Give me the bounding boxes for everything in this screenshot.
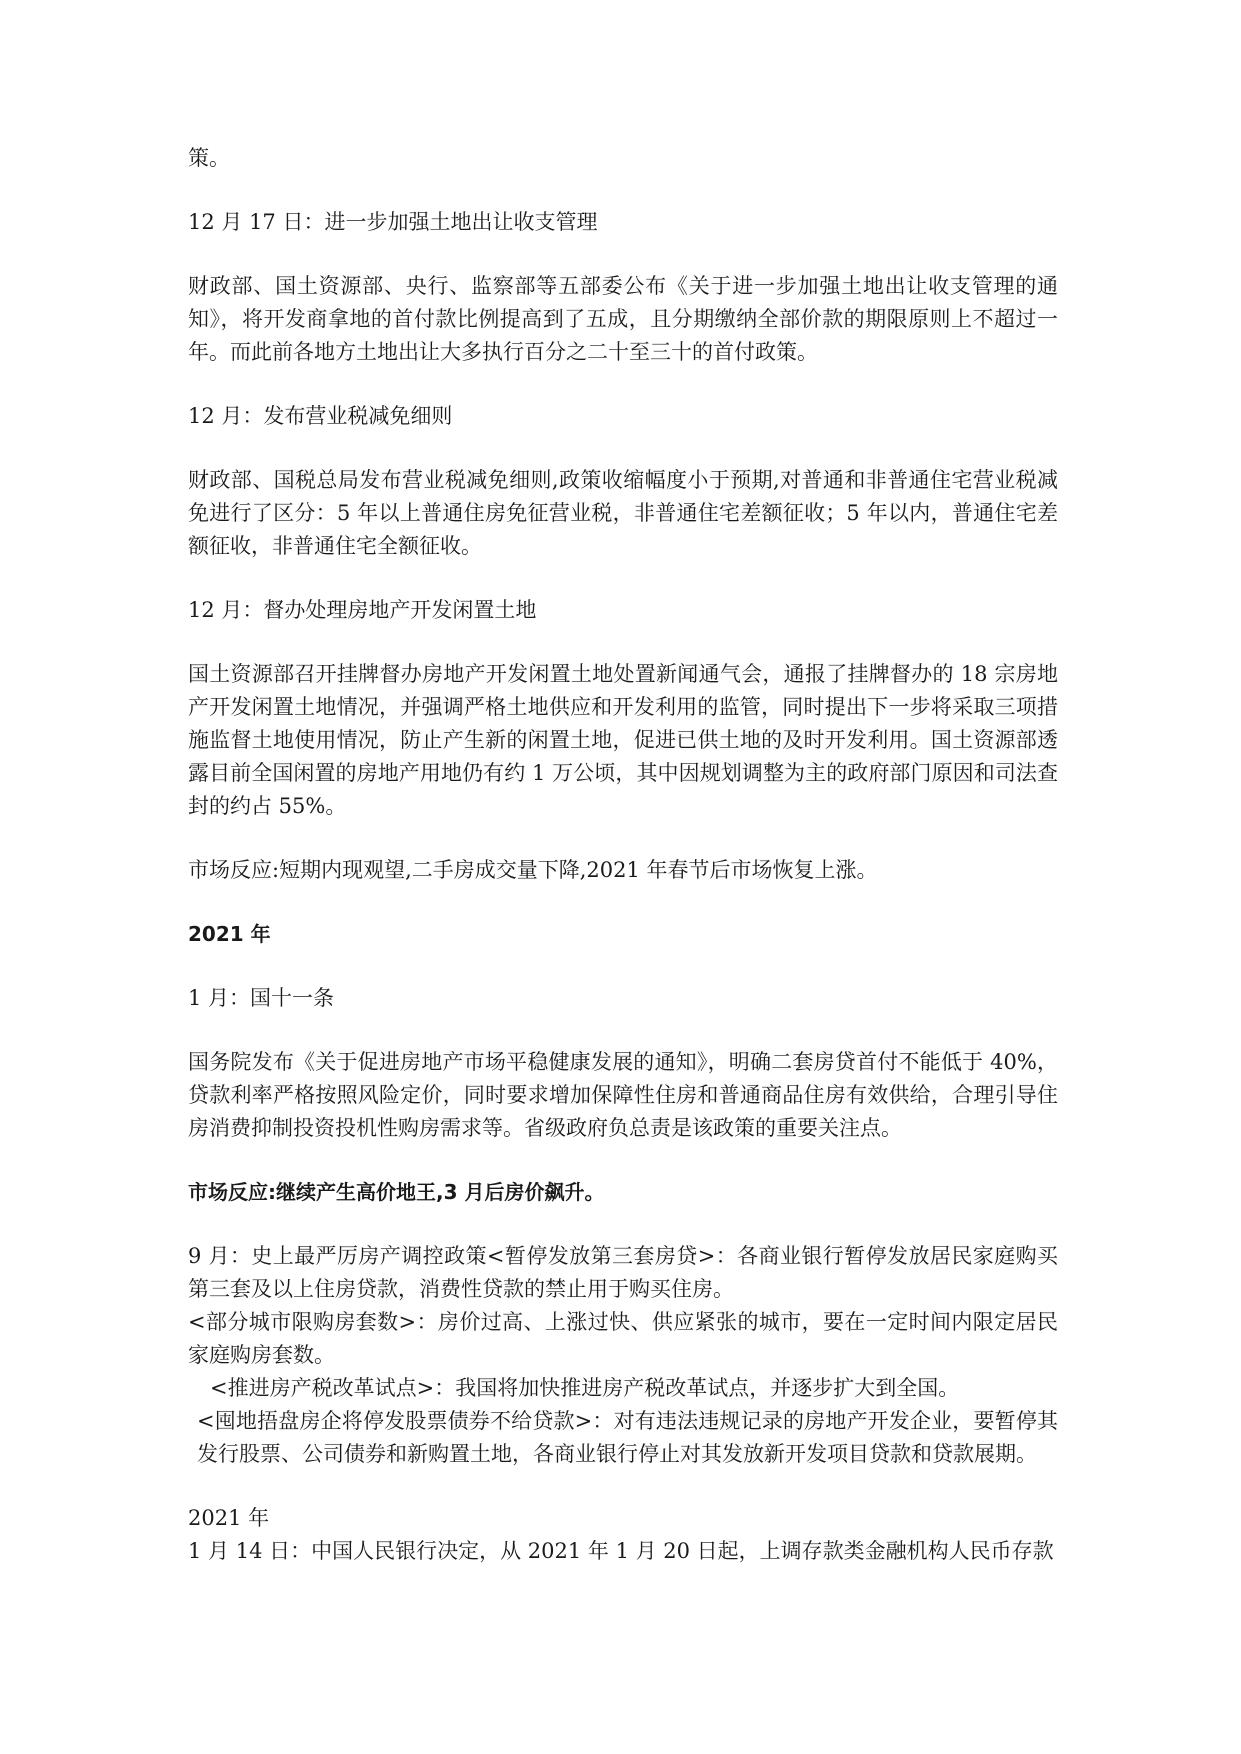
paragraph-jan-14: 1 月 14 日：中国人民银行决定，从 2021 年 1 月 20 日起，上调存款类金融机构人民币存款: [188, 1539, 1054, 1563]
heading-year-2021: 2021 年: [188, 922, 271, 946]
heading-idle-land: 12 月：督办处理房地产开发闲置土地: [188, 598, 537, 622]
paragraph-business-tax: 财政部、国税总局发布营业税减免细则,政策收缩幅度小于预期,对普通和非普通住宅营业税减免进行了区分：5 年以上普通住房免征营业税，非普通住宅差额征收；5 年以内，普通住宅差额征收，非普通住宅全额征收。: [188, 468, 1058, 558]
heading-jan-state-council: 1 月：国十一条: [188, 986, 335, 1010]
paragraph-policy-end: 策。: [188, 146, 230, 170]
paragraph-land-hoarding: <囤地捂盘房企将停发股票债券不给贷款>：对有违法违规记录的房地产开发企业，要暂停其发行股票、公司债券和新购置土地，各商业银行停止对其发放新开发项目贷款和贷款展期。: [197, 1409, 1058, 1466]
paragraph-market-reaction-2: 市场反应:继续产生高价地王,3 月后房价飙升。: [188, 1180, 605, 1204]
paragraph-land-transfer: 财政部、国土资源部、央行、监察部等五部委公布《关于进一步加强土地出让收支管理的通知》，将开发商拿地的首付款比例提高到了五成，且分期缴纳全部价款的期限原则上不超过一年。而此前各地方土地出让大多执行百分之二十至三十的首付政策。: [188, 274, 1058, 364]
paragraph-market-reaction-1: 市场反应:短期内现观望,二手房成交量下降,2021 年春节后市场恢复上涨。: [188, 858, 878, 882]
heading-dec-17: 12 月 17 日：进一步加强土地出让收支管理: [188, 210, 598, 234]
paragraph-idle-land: 国土资源部召开挂牌督办房地产开发闲置土地处置新闻通气会，通报了挂牌督办的 18 宗房地产开发闲置土地情况，并强调严格土地供应和开发利用的监管，同时提出下一步将采取三项措施监督土地使用情况，防止产生新的闲置土地，促进已供土地的及时开发利用。国土资源部透露目前全国闲置的房地产用地仍有约 1 万公顷，其中因规划调整为主的政府部门原因和司法查封的约占 55%。: [188, 662, 1058, 818]
paragraph-purchase-limit: <部分城市限购房套数>：房价过高、上涨过快、供应紧张的城市，要在一定时间内限定居民家庭购房套数。: [188, 1310, 1058, 1367]
paragraph-sep-policy: 9 月：史上最严厉房产调控政策<暂停发放第三套房贷>：各商业银行暂停发放居民家庭购买第三套及以上住房贷款，消费性贷款的禁止用于购买住房。: [188, 1244, 1058, 1301]
heading-business-tax: 12 月：发布营业税减免细则: [188, 404, 453, 428]
paragraph-property-tax: <推进房产税改革试点>：我国将加快推进房产税改革试点，并逐步扩大到全国。: [210, 1376, 960, 1400]
paragraph-state-council-notice: 国务院发布《关于促进房地产市场平稳健康发展的通知》，明确二套房贷首付不能低于 40%，贷款利率严格按照风险定价，同时要求增加保障性住房和普通商品住房有效供给，合理引导住房消费抑制投资投机性购房需求等。省级政府负总责是该政策的重要关注点。: [188, 1050, 1058, 1140]
heading-year-2021-b: 2021 年: [188, 1506, 270, 1530]
document-page: [188, 142, 1058, 1568]
